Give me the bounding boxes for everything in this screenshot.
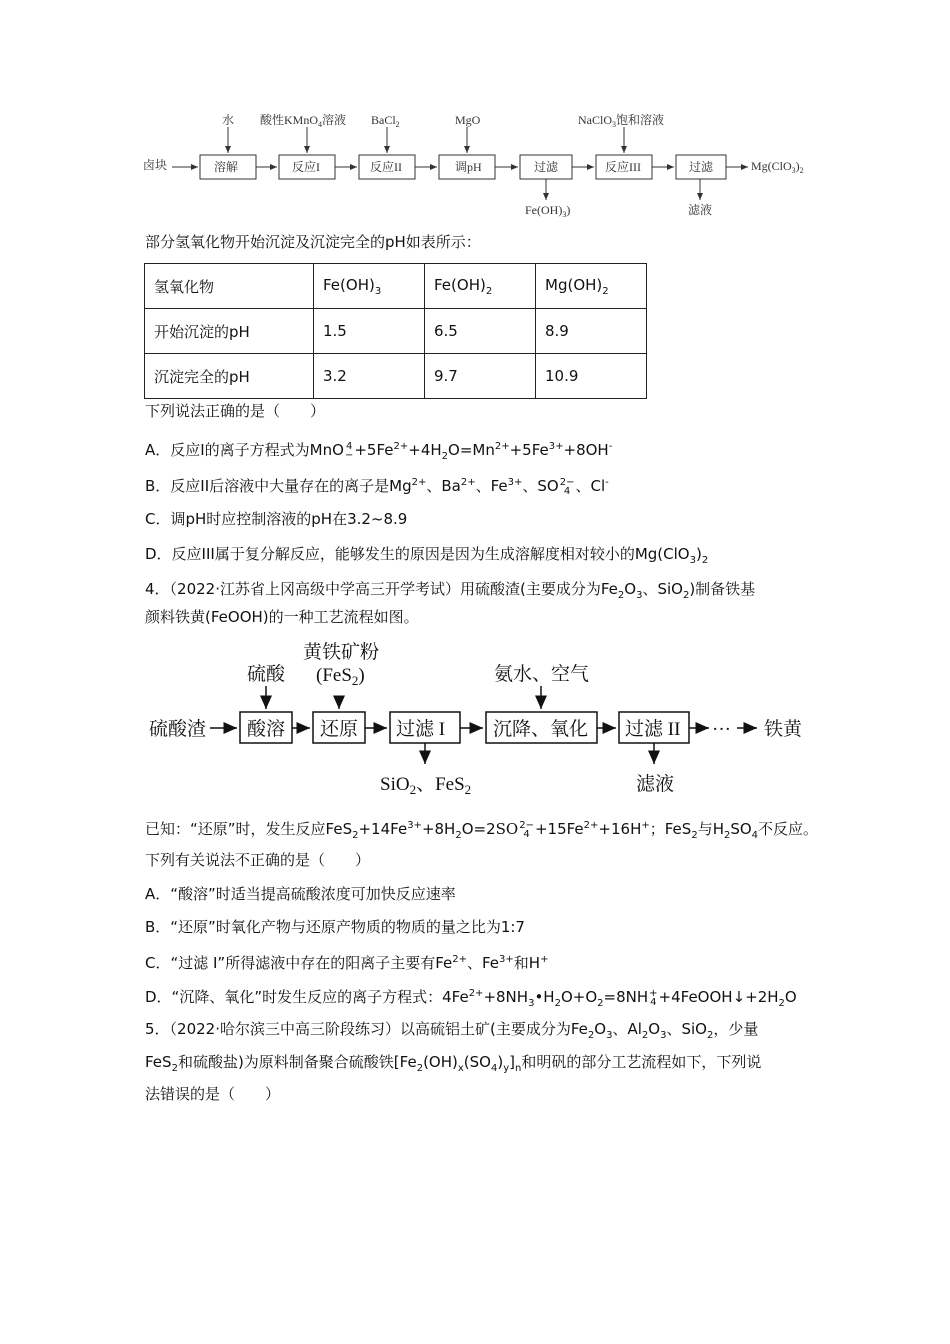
q4-head-2: 颜料铁黄(FeOOH)的一种工艺流程如图。 (145, 608, 419, 626)
flow1-output-filtrate: 滤液 (688, 203, 713, 217)
q5-line-1: 5．（2022·哈尔滨三中高三阶段练习）以高硫铝土矿(主要成分为$Fe_2O_3$、$Al_2O_3$、SiO$_2$，少量 (145, 1020, 759, 1041)
flow2-start: 硫酸渣 (149, 719, 207, 740)
q3-option-a: A．反应I的离子方程式为MnO 4 − $+5Fe^{2+}+4H_2O=Mn^{2+}+5Fe^{3+}+8OH^-$ (145, 440, 613, 462)
table-cell: 10.9 (536, 354, 647, 399)
flow1-input-mgo: MgO (455, 113, 481, 127)
q3-option-c: C．调pH时应控制溶液的pH在3.2~8.9 (145, 510, 408, 528)
q3-stem: 下列说法正确的是（ ） (145, 402, 326, 420)
q3-option-b: B．反应II后溶液中大量存在的离子是$Mg^{2+}$、$Ba^{2+}$、$Fe^{3+}$、SO 2− 4 、Cl- (145, 476, 609, 497)
flow2-output-filtrate: 滤液 (636, 774, 675, 795)
flow2-step-5: 过滤 II (625, 719, 681, 740)
q4-option-c: C．“过滤 I”所得滤液中存在的阳离子主要有$Fe^{2+}$、$Fe^{3+}$和H+ (145, 954, 549, 972)
flow2-dots: ··· (712, 719, 731, 740)
flow1-step-1: 溶解 (214, 160, 239, 174)
flow2-input-ammonia-air: 氨水、空气 (494, 664, 590, 685)
flow2-product: 铁黄 (764, 719, 803, 740)
table-col-feoh3: $Fe(OH)_3$ (314, 264, 425, 309)
flow1-step-5: 过滤 (534, 160, 559, 174)
table-cell: 8.9 (536, 309, 647, 354)
flow-chart-2 (0, 636, 950, 806)
q4-known: 已知：“还原”时，发生反应$FeS_2+14Fe^{3+}+8H_2O=2SO$ 2− 4 $+15Fe^{2+}+16H^+$；FeS$_2$与$H_2SO_4$不反应。 (145, 819, 819, 841)
q4-option-b: B．“还原”时氧化产物与还原产物质的物质的量之比为1:7 (145, 918, 525, 936)
table-cell: 6.5 (425, 309, 536, 354)
flow1-product: $Mg(ClO_3)_2$ (751, 159, 804, 175)
table-row-label: 开始沉淀的pH (145, 309, 314, 354)
table-row (145, 354, 647, 399)
flow1-step-6: 反应III (605, 160, 641, 174)
flow1-input-naclo3: NaClO$_3$饱和溶液 (578, 113, 665, 129)
table-cell: 1.5 (314, 309, 425, 354)
flow1-step-7: 过滤 (689, 160, 714, 174)
flow2-step-1: 酸溶 (247, 719, 286, 740)
q4-stem: 下列有关说法不正确的是（ ） (145, 851, 371, 869)
table-row-label: 沉淀完全的pH (145, 354, 314, 399)
flow1-input-kmno4: 酸性KMnO$_4$溶液 (260, 113, 347, 129)
flow1-input-bacl2: BaCl$_2$ (371, 113, 400, 129)
table-corner: 氢氧化物 (145, 264, 314, 309)
q4-head: 4．（2022·江苏省上冈高级中学高三开学考试）用硫酸渣(主要成分为$Fe_2O_3$、SiO$_2$)制备铁基 (145, 580, 756, 601)
flow2-step-2: 还原 (320, 719, 359, 740)
q4-option-d: D．“沉降、氧化”时发生反应的离子方程式：$4Fe^{2+}+8NH_3•H_2O+O_2=8NH$ + 4 $+4FeOOH↓+2H_2O$ (145, 987, 797, 1009)
q4-option-a: A．“酸溶”时适当提高硫酸浓度可加快反应速率 (145, 885, 456, 903)
table-col-feoh2: $Fe(OH)_2$ (425, 264, 536, 309)
q3-option-d: D．反应III属于复分解反应，能够发生的原因是因为生成溶解度相对较小的$Mg(ClO_3)_2$ (145, 545, 709, 566)
flow2-input-pyrite: 黄铁矿粉 (303, 642, 380, 663)
table-cell: 3.2 (314, 354, 425, 399)
flow1-step-4: 调pH (455, 160, 482, 174)
table-row (145, 264, 647, 309)
flow-chart-1 (0, 100, 950, 225)
flow1-step-2: 反应I (292, 160, 320, 174)
q5-line-3: 法错误的是（ ） (145, 1085, 281, 1103)
flow1-output-feoh3: $Fe(OH)_3$) (525, 203, 571, 219)
flow2-input-fes2: (FeS$_2$) (316, 665, 365, 688)
table-row (145, 309, 647, 354)
table-col-mgoh2: $Mg(OH)_2$ (536, 264, 647, 309)
table-intro: 部分氢氧化物开始沉淀及沉淀完全的pH如表所示： (145, 233, 481, 251)
table-cell: 9.7 (425, 354, 536, 399)
flow2-input-acid: 硫酸 (247, 664, 286, 685)
flow2-step-4: 沉降、氧化 (493, 719, 589, 740)
flow2-output-solids: SiO$_2$、FeS$_2$ (380, 774, 472, 797)
flow1-input-water: 水 (222, 113, 235, 127)
q5-line-2: FeS$_2$和硫酸盐)为原料制备聚合硫酸铁$[Fe_2(OH)_x(SO_4)_y]_n$和明矾的部分工艺流程如下，下列说 (145, 1053, 762, 1074)
flow2-step-3: 过滤 I (396, 719, 446, 740)
flow1-start: 卤块 (143, 158, 168, 172)
flow1-step-3: 反应II (370, 160, 402, 174)
hydroxide-ph-table (144, 263, 647, 399)
